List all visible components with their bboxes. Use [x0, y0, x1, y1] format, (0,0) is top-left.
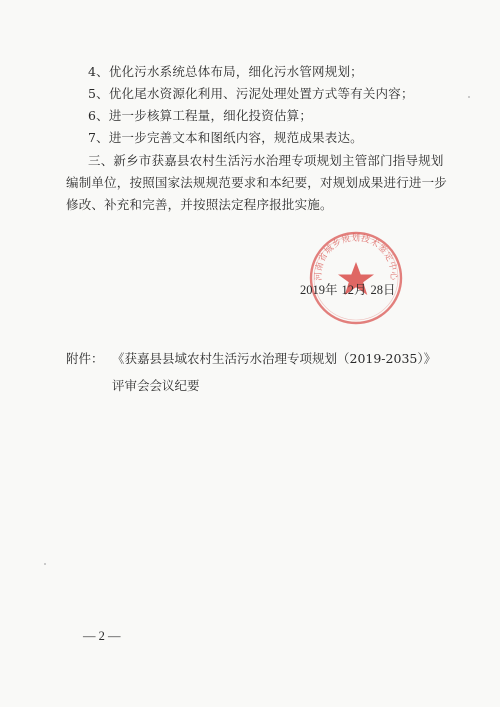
paragraph-three-line-3: 修改、补充和完善，并按照法定程序报批实施。	[66, 197, 333, 212]
signing-date: 2019年 12月 28日	[300, 282, 396, 297]
annex-title-line-2: 评审会会议纪要	[112, 378, 200, 393]
item-6: 6、进一步核算工程量，细化投资估算；	[88, 108, 313, 123]
page-number: — 2 —	[83, 629, 121, 643]
paragraph-three-line-1: 三、新乡市获嘉县农村生活污水治理专项规划主管部门指导规划	[88, 153, 444, 168]
scan-speck	[468, 96, 470, 98]
official-seal-icon	[306, 228, 406, 328]
annex-title: 《获嘉县县域农村生活污水治理专项规划（2019-2035）》	[112, 351, 437, 366]
item-5: 5、优化尾水资源化利用、污泥处理处置方式等有关内容；	[88, 86, 414, 101]
annex-label: 附件：	[66, 351, 104, 366]
svg-text:河南省城乡规划技术鉴定中心: 河南省城乡规划技术鉴定中心	[313, 233, 399, 281]
item-7: 7、进一步完善文本和图纸内容，规范成果表达。	[88, 130, 363, 145]
item-4: 4、优化污水系统总体布局，细化污水管网规划；	[88, 64, 363, 79]
paragraph-three-line-2: 编制单位，按照国家法规规范要求和本纪要，对规划成果进行进一步	[66, 175, 448, 190]
scan-speck	[44, 563, 46, 565]
